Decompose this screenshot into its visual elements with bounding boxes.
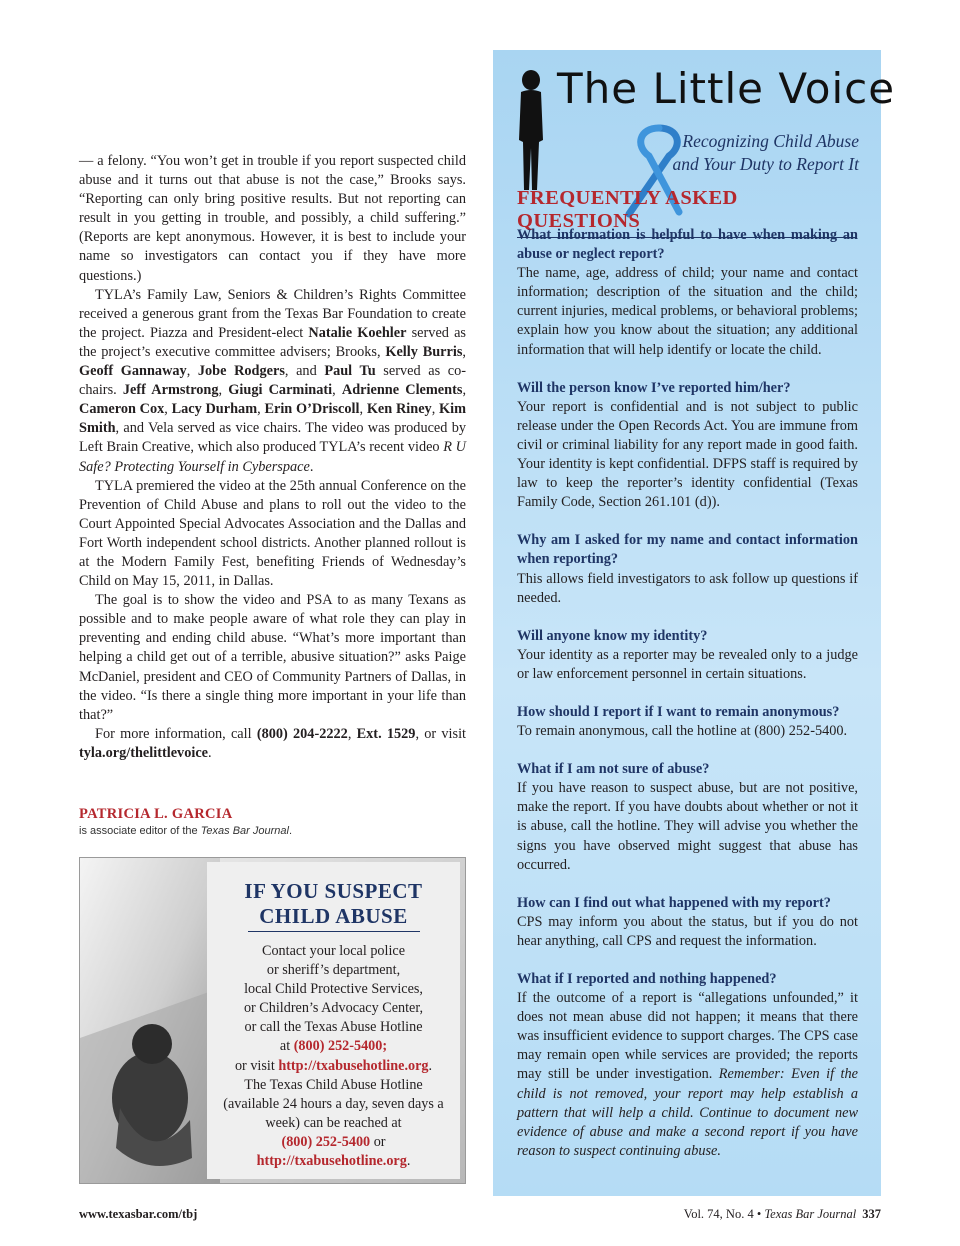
- faq-item: [517, 970, 858, 1161]
- sidebar-subtitle: Recognizing Child Abuse and Your Duty to Report It: [672, 131, 859, 174]
- name-giugi-carminati: Giugi Carminati: [228, 382, 333, 399]
- faq-item: [517, 703, 858, 741]
- article-body: [79, 152, 466, 763]
- faq-item: [517, 894, 858, 951]
- name-ken-riney: Ken Riney: [366, 401, 432, 418]
- suspect-title: IF YOU SUSPECT CHILD ABUSE: [244, 879, 423, 928]
- title-underline: [248, 931, 420, 932]
- name-jobe-rodgers: Jobe Rodgers: [197, 363, 285, 380]
- faq-question: Will anyone know my identity?: [517, 627, 708, 644]
- tyla-extension: Ext. 1529: [356, 725, 416, 742]
- faq-item: [517, 379, 858, 513]
- name-natalie-koehler: Natalie Koehler: [308, 324, 407, 341]
- tyla-phone: (800) 204-2222: [256, 725, 348, 742]
- paragraph-goal: The goal is to show the video and PSA to as many Texans as possible and to make people aware of what role they can play in preventing and ending child abuse. “What’s more important than helping a child get out of a terrible, abusive situation?” asks Paige McDaniel, president and CEO of Community Partners of Dallas, in the video. “Is there a single thing more important in your life than that?”: [79, 592, 466, 723]
- paragraph-premiere: TYLA premiered the video at the 25th annual Conference on the Prevention of Child Abuse and plans to roll out the video to the Court Appointed Special Advocates Association and the Dallas and Fort Worth independent school districts. Another planned rollout is at the Modern Family Fest, benefiting Friends of Wednesday’s Child on May 15, 2011, in Dallas.: [79, 477, 466, 590]
- name-jeff-armstrong: Jeff Armstrong: [122, 382, 219, 399]
- paragraph-felony: — a felony. “You won’t get in trouble if you report suspected child abuse and it turns out that abuse is not the case,” Brooks says. “Reporting can only bring positive results. But not reporting can result in you getting in trouble, and possibly, a child suffering.” (Reports are kept anonymous. However, it is best to include your name so investigators can contact you if they have more questions.): [79, 153, 466, 284]
- name-paul-tu: Paul Tu: [324, 363, 376, 380]
- tyla-url-link[interactable]: tyla.org/thelittlevoice: [79, 744, 209, 761]
- page-number: 337: [862, 1207, 881, 1221]
- hotline-url-link-2[interactable]: http://txabusehotline.org: [256, 1153, 407, 1170]
- child-silhouette-icon: [513, 70, 547, 196]
- faq-answer: This allows field investigators to ask follow up questions if needed.: [517, 570, 858, 606]
- author-bio: is associate editor of the Texas Bar Journal.: [79, 825, 293, 837]
- faq-list: [517, 226, 858, 1180]
- faq-answer: Your identity as a reporter may be revealed only to a judge or law enforcement personnel in certain situations.: [517, 646, 858, 682]
- faq-heading: FREQUENTLY ASKED QUESTIONS: [517, 187, 857, 238]
- video-title: R U Safe? Protecting Yourself in Cyberspace: [79, 439, 466, 475]
- faq-question: How should I report if I want to remain anonymous?: [517, 703, 840, 720]
- name-kelly-burris: Kelly Burris: [385, 343, 463, 360]
- faq-question: Will the person know I’ve reported him/her?: [517, 379, 791, 396]
- hotline-phone-2: (800) 252-5400: [281, 1133, 371, 1150]
- hotline-phone: (800) 252-5400;: [293, 1038, 388, 1055]
- hotline-url-link[interactable]: http://txabusehotline.org: [278, 1057, 429, 1074]
- little-voice-sidebar: [493, 50, 896, 1196]
- footer-website-link[interactable]: www.texasbar.com/tbj: [79, 1207, 198, 1221]
- faq-question: What if I reported and nothing happened?: [517, 971, 777, 987]
- faq-answer: The name, age, address of child; your name and contact information; description of the situation and the child; current injuries, medical problems, or behavioral problems; explain how you know about the situation; any additional information that will help identify or locate the child.: [517, 265, 858, 358]
- faq-item: [517, 531, 858, 607]
- faq-question: What if I am not sure of abuse?: [517, 761, 710, 778]
- faq-answer: CPS may inform you about the status, but if you do not hear anything, call CPS and request the information.: [517, 913, 858, 949]
- paragraph-committee: TYLA’s Family Law, Seniors & Children’s Rights Committee received a generous grant from the Texas Bar Foundation to create the project. Piazza and President-elect Natalie Koehler served as the project’s executive committee advisers; Brooks, Kelly Burris, Geoff Gannaway, Jobe Rodgers, and Paul Tu served as co-chairs. Jeff Armstrong, Giugi Carminati, Adrienne Clements, Cameron Cox, Lacy Durham, Erin O’Driscoll, Ken Riney, Kim Smith, and Vela served as vice chairs. The video was produced by Left Brain Creative, which also produced TYLA’s recent video R U Safe? Protecting Yourself in Cyberspace.: [79, 286, 467, 475]
- faq-item: [517, 226, 858, 360]
- name-cameron-cox: Cameron Cox: [79, 401, 165, 418]
- child-photo: [80, 858, 220, 1183]
- name-erin-odriscoll: Erin O’Driscoll: [264, 401, 360, 418]
- name-kim-smith: Kim Smith: [79, 401, 467, 437]
- footer-issue-info: Vol. 74, No. 4 • Texas Bar Journal 337: [683, 1207, 881, 1221]
- little-voice-title: The Little Voice: [557, 64, 896, 113]
- name-lacy-durham: Lacy Durham: [171, 401, 258, 418]
- faq-question: How can I find out what happened with my report?: [517, 894, 831, 911]
- faq-answer: To remain anonymous, call the hotline at (800) 252-5400.: [517, 723, 848, 740]
- faq-answer: If you have reason to suspect abuse, but are not positive, make the report. If you have doubts about whether or not it is abuse, call the hotline. They will advise you whether the signs you have observed might suggest that abuse has occurred.: [517, 780, 858, 873]
- name-geoff-gannaway: Geoff Gannaway: [79, 363, 187, 380]
- suspect-abuse-box: [79, 857, 466, 1184]
- faq-question: Why am I asked for my name and contact information when reporting?: [517, 532, 858, 568]
- suspect-text-panel: IF YOU SUSPECT CHILD ABUSE Contact your local police or sheriff’s department, local Child Protective Services, or Children’s Advocacy Center, or call the Texas Abuse Hotline at (800) 252-5400; or visit http://txabusehotline.org. The Texas Child Abuse Hotline (available 24 hours a day, seven days a week) can be reached at (800) 252-5400 or http://txabusehotline.org.: [207, 862, 460, 1179]
- author-byline: [79, 806, 466, 837]
- faq-remember-note: Remember: Even if the child is not removed, your report may help establish a pattern that will help a child. Continue to document new evidence of abuse and make a second report if you have reason to suspect continuing abuse.: [517, 1066, 858, 1159]
- paragraph-more-info: For more information, call (800) 204-2222, Ext. 1529, or visit tyla.org/thelittlevoice.: [79, 725, 467, 761]
- faq-answer: Your report is confidential and is not subject to public release under the Open Records Act. You are immune from civil or criminal liability for any report made in good faith. Your identity is kept confidential. DFPS staff is required by law to keep the reporter’s identity confidential (Texas Family Code, Section 261.101 (d)).: [517, 398, 858, 511]
- author-name: PATRICIA L. GARCIA: [79, 806, 233, 822]
- faq-item: [517, 760, 858, 875]
- name-adrienne-clements: Adrienne Clements: [341, 382, 463, 399]
- faq-question: What information is helpful to have when making an abuse or neglect report?: [517, 227, 858, 263]
- faq-item: [517, 627, 858, 684]
- faq-answer: If the outcome of a report is “allegations unfounded,” it does not mean abuse did not happen; it means that there was insufficient evidence to support charges. The CPS case may remain open while services are provided; the reports may still be under investigation. Remember: Even if the child is not removed, your report may help establish a pattern that will help a child. Continue to document new evidence of abuse and make a second report if you have reason to suspect continuing abuse.: [517, 990, 858, 1159]
